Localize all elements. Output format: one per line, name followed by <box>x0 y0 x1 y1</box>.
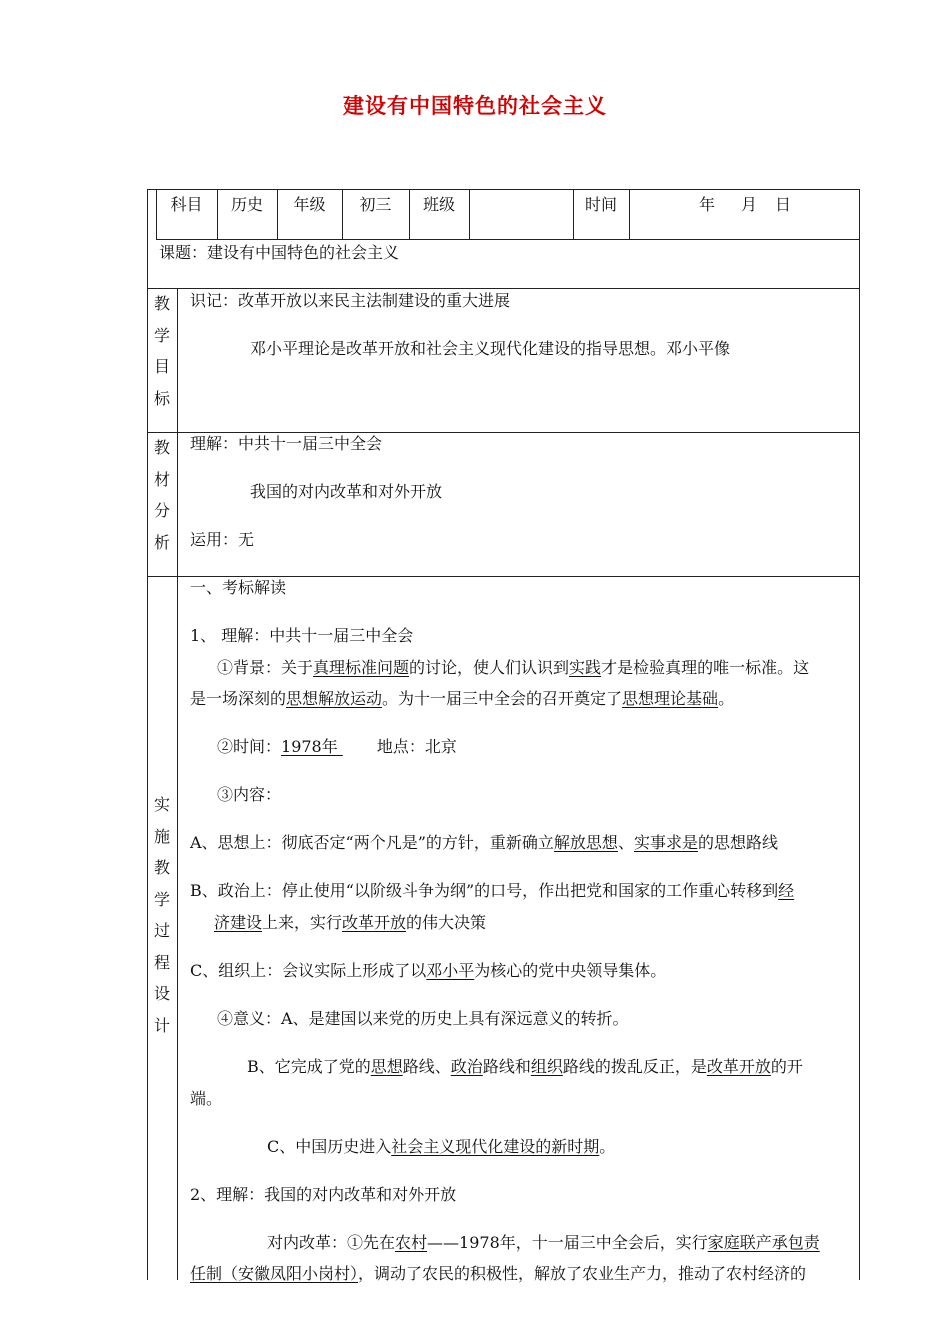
reform-line-1: 对内改革：①先在农村——1978年，十一届三中全会后，实行家庭联产承包责 <box>267 1233 820 1252</box>
meaning-a: ④意义：A、是建国以来党的历史上具有深远意义的转折。 <box>217 1009 629 1028</box>
subject-label: 科目 <box>170 195 203 214</box>
reform-line-2: 任制（安徽凤阳小岗村），调动了农民的积极性，解放了农业生产力，推动了农村经济的 <box>190 1264 807 1283</box>
analysis-line-1: 理解：中共十一届三中全会 <box>190 434 383 453</box>
date-day: 日 <box>774 195 791 214</box>
objectives-label: 教 学 目 标 <box>153 294 170 408</box>
background-line-2: 是一场深刻的思想解放运动。为十一届三中全会的召开奠定了思想理论基础。 <box>190 689 735 708</box>
content-c: C、组织上：会议实际上形成了以邓小平为核心的党中央领导集体。 <box>190 961 667 980</box>
objectives-line-1: 识记：改革开放以来民主法制建设的重大进展 <box>190 291 511 310</box>
content-heading: ③内容： <box>217 785 282 804</box>
background-line-1: ①背景：关于真理标准问题的讨论，使人们认识到实践才是检验真理的唯一标准。这 <box>217 658 810 677</box>
meaning-c: C、中国历史进入社会主义现代化建设的新时期。 <box>267 1137 616 1156</box>
topic: 课题：建设有中国特色的社会主义 <box>159 243 400 262</box>
analysis-line-3: 运用：无 <box>190 530 255 549</box>
analysis-label: 教 材 分 析 <box>153 438 170 552</box>
document-title: 建设有中国特色的社会主义 <box>343 93 607 118</box>
class-label: 班级 <box>422 195 455 214</box>
date-month: 月 <box>740 195 757 214</box>
analysis-line-2: 我国的对内改革和对外开放 <box>250 482 443 501</box>
content-b-line-1: B、政治上：停止使用“以阶级斗争为纲”的口号，作出把党和国家的工作重心转移到经 <box>190 881 795 900</box>
time-line: ②时间：1978年 地点：北京 <box>217 737 457 756</box>
content-b-line-2: 济建设上来，实行改革开放的伟大决策 <box>214 913 487 932</box>
grade-value: 初三 <box>359 195 392 214</box>
time-label: 时间 <box>584 195 617 214</box>
subsection-2-heading: 2、理解：我国的对内改革和对外开放 <box>190 1185 457 1204</box>
date-year: 年 <box>698 195 715 214</box>
section-heading: 一、考标解读 <box>190 578 287 597</box>
process-label: 实 施 教 学 过 程 设 计 <box>153 795 170 1035</box>
grade-label: 年级 <box>293 195 326 214</box>
content-a: A、思想上：彻底否定“两个凡是”的方针，重新确立解放思想、实事求是的思想路线 <box>190 833 778 852</box>
subsection-heading: 1、 理解：中共十一届三中全会 <box>190 626 414 645</box>
subject-value: 历史 <box>230 195 263 214</box>
meaning-b-line-1: B、它完成了党的思想路线、政治路线和组织路线的拨乱反正，是改革开放的开 <box>247 1057 803 1076</box>
objectives-line-2: 邓小平理论是改革开放和社会主义现代化建设的指导思想。邓小平像 <box>250 339 731 358</box>
meaning-b-line-2: 端。 <box>190 1089 223 1108</box>
